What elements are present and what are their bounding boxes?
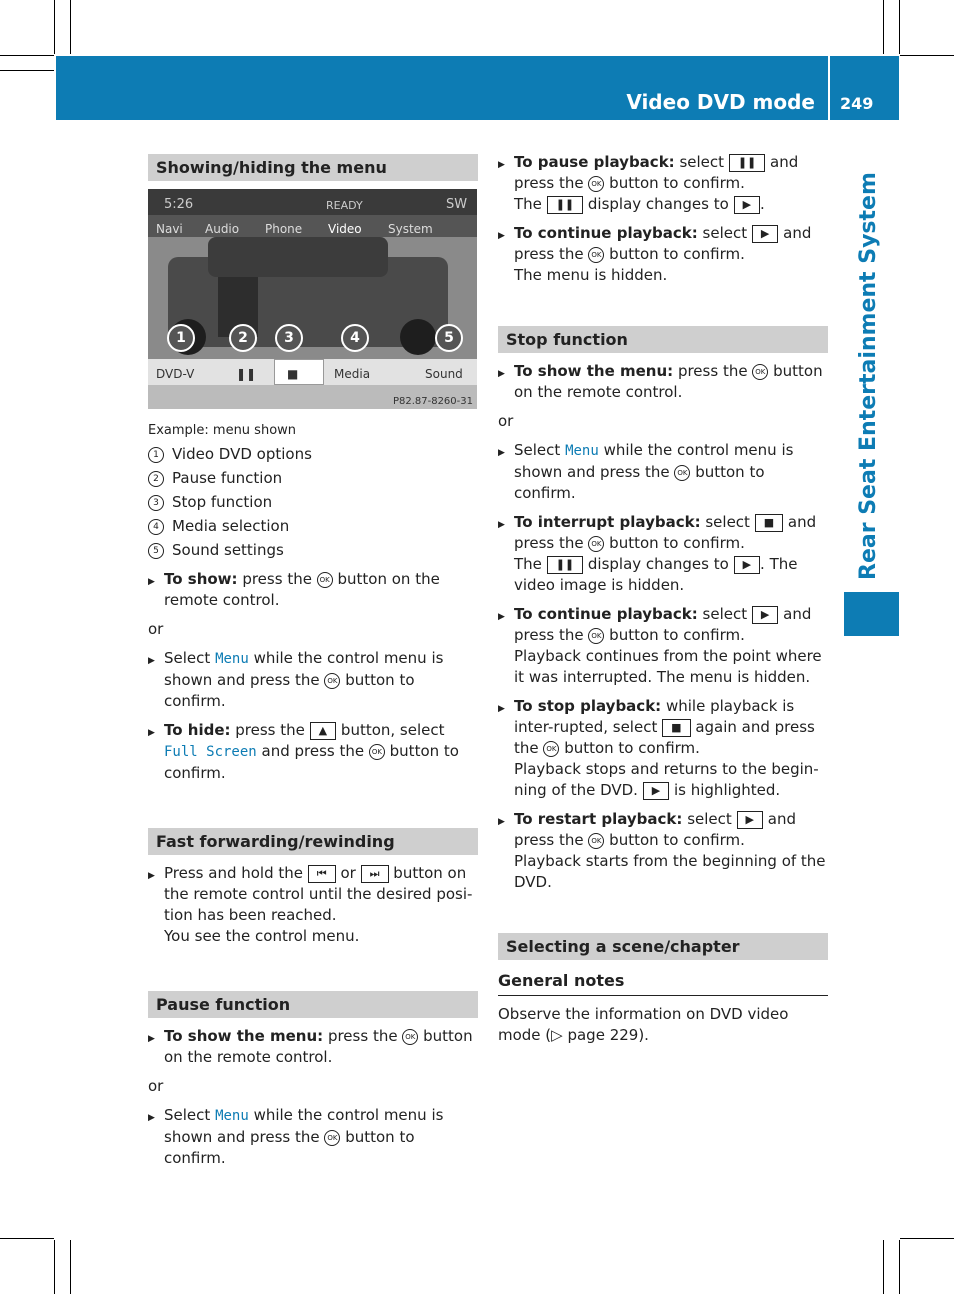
crop-mark bbox=[70, 0, 71, 54]
crop-mark bbox=[883, 0, 884, 54]
image-ref: P82.87-8260-31 bbox=[392, 396, 473, 407]
ok-button-icon: OK bbox=[674, 465, 690, 481]
or-text: or bbox=[148, 620, 164, 638]
pause-icon: ❚❚ bbox=[236, 367, 257, 381]
or-text: or bbox=[148, 1077, 164, 1095]
crop-mark bbox=[900, 1238, 954, 1239]
screen-sound: Sound bbox=[425, 367, 463, 381]
ok-button-icon: OK bbox=[369, 744, 385, 760]
instruction-text: display changes to bbox=[587, 195, 729, 213]
instruction-text: and press the bbox=[514, 513, 817, 552]
section-header-stop: Stop function bbox=[498, 326, 828, 353]
instruction-text: press the bbox=[677, 362, 748, 380]
pause-icon: ❚❚ bbox=[547, 196, 583, 214]
play-icon: ▶ bbox=[752, 606, 778, 624]
chapter-tab bbox=[844, 592, 899, 636]
instruction-text: The bbox=[514, 555, 542, 573]
instruction-text: button, select bbox=[340, 721, 445, 739]
instruction-text: and press the bbox=[514, 224, 812, 263]
instruction-text: button to confirm. bbox=[609, 626, 745, 644]
crop-mark bbox=[899, 1240, 900, 1294]
screen-tab: Navi bbox=[156, 222, 183, 236]
instruction-text: Playback stops and returns to the begin-ning of the DVD. bbox=[514, 760, 819, 799]
section-header-ff: Fast forwarding/rewinding bbox=[148, 828, 478, 855]
screen-sw: SW bbox=[446, 197, 468, 212]
crop-mark bbox=[900, 55, 954, 56]
list-item bbox=[148, 468, 478, 489]
subheading-general-notes: General notes bbox=[498, 970, 828, 996]
page-header bbox=[56, 56, 899, 120]
instruction-select-menu bbox=[498, 440, 828, 504]
legend-number: 5 bbox=[148, 543, 164, 559]
screen-status: READY bbox=[326, 199, 363, 212]
callout-3: 3 bbox=[275, 324, 303, 352]
instruction-text: again and press the bbox=[514, 718, 815, 757]
legend-number: 3 bbox=[148, 495, 164, 511]
callout-5: 5 bbox=[435, 324, 463, 352]
crop-mark bbox=[899, 0, 900, 54]
instruction-continue bbox=[498, 604, 828, 688]
instruction-result: The menu is hidden. bbox=[514, 266, 668, 284]
list-item bbox=[148, 492, 478, 513]
ok-button-icon: OK bbox=[588, 176, 604, 192]
instruction-select-menu bbox=[148, 648, 478, 712]
section-header-scene: Selecting a scene/chapter bbox=[498, 933, 828, 960]
instruction-result: You see the control menu. bbox=[164, 927, 360, 945]
page-number: 249 bbox=[840, 94, 874, 113]
instruction-show-menu bbox=[148, 1026, 478, 1068]
stop-icon: ■ bbox=[287, 367, 299, 381]
screen-dvdv: DVD-V bbox=[156, 367, 195, 381]
instruction-label: To hide: bbox=[164, 721, 231, 739]
instruction-text: and press the bbox=[261, 742, 365, 760]
instruction-label: To show: bbox=[164, 570, 238, 588]
play-icon: ▶ bbox=[643, 782, 669, 800]
instruction-text: while the control menu is shown and press the bbox=[164, 649, 444, 689]
instruction-text: select bbox=[687, 810, 732, 828]
instruction-text: The bbox=[514, 195, 542, 213]
screen-media: Media bbox=[334, 367, 371, 381]
callout-4: 4 bbox=[341, 324, 369, 352]
legend-number: 4 bbox=[148, 519, 164, 535]
instruction-text: and press the bbox=[514, 153, 799, 192]
instruction-text: or bbox=[340, 864, 356, 882]
screen-status-bar bbox=[148, 189, 477, 215]
stop-icon: ■ bbox=[662, 719, 690, 737]
instruction-label: To interrupt playback: bbox=[514, 513, 701, 531]
right-column bbox=[498, 148, 828, 1046]
instruction-text: Select bbox=[514, 441, 561, 459]
legend-text: Stop function bbox=[172, 493, 273, 511]
instruction-text: is highlighted. bbox=[673, 781, 781, 799]
instruction-text: and press the bbox=[514, 810, 797, 849]
instruction-text: button to confirm. bbox=[609, 534, 745, 552]
instruction-label: To show the menu: bbox=[164, 1027, 324, 1045]
instruction-result bbox=[514, 759, 828, 801]
section-title: Video DVD mode bbox=[626, 90, 815, 114]
pause-icon: ❚❚ bbox=[729, 154, 765, 172]
instruction-interrupt bbox=[498, 512, 828, 596]
menu-keyword: Menu bbox=[215, 1108, 249, 1124]
screen-tab: System bbox=[388, 222, 433, 236]
instruction-text: while the control menu is shown and press the bbox=[164, 1106, 444, 1146]
menu-screenshot bbox=[148, 189, 477, 409]
instruction-stop bbox=[498, 696, 828, 801]
instruction-text: select bbox=[702, 605, 748, 623]
instruction-text: button to confirm. bbox=[164, 1128, 415, 1167]
instruction-result: Playback starts from the beginning of the DVD. bbox=[514, 852, 826, 891]
legend-text: Pause function bbox=[172, 469, 283, 487]
legend-text: Sound settings bbox=[172, 541, 284, 559]
screenshot-caption: Example: menu shown bbox=[148, 423, 297, 438]
ok-button-icon: OK bbox=[588, 833, 604, 849]
car-image bbox=[148, 237, 477, 359]
instruction-restart bbox=[498, 809, 828, 893]
instruction-label: To continue playback: bbox=[514, 605, 698, 623]
instruction-label: To continue playback: bbox=[514, 224, 698, 242]
legend-list bbox=[148, 444, 478, 561]
instruction-text: button on the remote control. bbox=[514, 362, 823, 401]
screen-tab: Audio bbox=[205, 222, 240, 236]
play-icon: ▶ bbox=[752, 225, 778, 243]
instruction-text: press the bbox=[235, 721, 305, 739]
instruction-label: To stop playback: bbox=[514, 697, 662, 715]
instruction-text: button to confirm. bbox=[164, 671, 415, 710]
instruction-text: while playback is inter-rupted, select bbox=[514, 697, 795, 736]
instruction-text: while the control menu is shown and press the bbox=[514, 441, 794, 481]
instruction-text: select bbox=[705, 513, 750, 531]
ok-button-icon: OK bbox=[588, 536, 604, 552]
instruction-text: button to confirm. bbox=[164, 742, 459, 782]
legend-number: 1 bbox=[148, 447, 164, 463]
instruction-text: . The video image is hidden. bbox=[514, 555, 798, 594]
header-divider bbox=[828, 56, 830, 120]
instruction-label: To show the menu: bbox=[514, 362, 674, 380]
left-column bbox=[148, 154, 478, 1169]
crop-mark bbox=[883, 1240, 884, 1294]
instruction-text: press the bbox=[327, 1027, 398, 1045]
up-arrow-icon: ▲ bbox=[310, 722, 336, 740]
stop-icon: ■ bbox=[755, 514, 783, 532]
screen-footer bbox=[148, 385, 477, 409]
ok-button-icon: OK bbox=[588, 247, 604, 263]
list-item bbox=[148, 444, 478, 465]
instruction-result: Playback continues from the point where it was interrupted. The menu is hidden. bbox=[514, 647, 822, 686]
screen-menu-bar bbox=[148, 215, 477, 237]
list-item bbox=[148, 540, 478, 561]
instruction-ff bbox=[148, 863, 478, 947]
callout-2: 2 bbox=[229, 324, 257, 352]
menu-keyword: Menu bbox=[565, 443, 599, 459]
chapter-title: Rear Seat Entertainment System bbox=[856, 172, 881, 580]
legend-text: Video DVD options bbox=[172, 445, 312, 463]
screen-time: 5:26 bbox=[164, 197, 194, 212]
section-header-showing: Showing/hiding the menu bbox=[148, 154, 478, 181]
instruction-result: The ❚❚ display changes to ▶ . bbox=[514, 195, 765, 213]
instruction-result bbox=[514, 554, 828, 596]
instruction-label: To restart playback: bbox=[514, 810, 683, 828]
instruction-text: select bbox=[679, 153, 725, 171]
ok-button-icon: OK bbox=[317, 572, 333, 588]
instruction-text: select bbox=[702, 224, 748, 242]
prev-track-icon: ⏮ bbox=[308, 865, 336, 883]
instruction-pause bbox=[498, 152, 828, 215]
crop-mark bbox=[0, 55, 54, 56]
menu-keyword: Menu bbox=[215, 651, 249, 667]
ok-button-icon: OK bbox=[588, 628, 604, 644]
instruction-label: To pause playback: bbox=[514, 153, 675, 171]
section-header-pause: Pause function bbox=[148, 991, 478, 1018]
ok-button-icon: OK bbox=[402, 1029, 418, 1045]
instruction-text: button on the remote control. bbox=[164, 1027, 473, 1066]
ok-button-icon: OK bbox=[543, 741, 559, 757]
instruction-text: press the bbox=[242, 570, 312, 588]
instruction-text: Select bbox=[164, 1106, 211, 1124]
instruction-text: button to confirm. bbox=[514, 463, 765, 502]
instruction-hide bbox=[148, 720, 478, 784]
instruction-show-menu bbox=[498, 361, 828, 403]
instruction-text: button to confirm. bbox=[609, 174, 745, 192]
instruction-text: button to confirm. bbox=[564, 739, 700, 757]
callout-1: 1 bbox=[167, 324, 195, 352]
crop-mark bbox=[54, 0, 55, 54]
full-screen-keyword: Full Screen bbox=[164, 744, 257, 760]
next-track-icon: ⏭ bbox=[361, 865, 389, 883]
ok-button-icon: OK bbox=[752, 364, 768, 380]
instruction-text: and press the bbox=[514, 605, 812, 644]
play-icon: ▶ bbox=[737, 811, 763, 829]
instruction-text: button on the remote control. bbox=[164, 570, 440, 609]
pause-icon: ❚❚ bbox=[547, 556, 583, 574]
play-icon: ▶ bbox=[734, 196, 760, 214]
instruction-text: button on the remote control until the desired posi-tion has been reached. bbox=[164, 864, 473, 924]
instruction-text: Select bbox=[164, 649, 211, 667]
legend-number: 2 bbox=[148, 471, 164, 487]
instruction-text: display changes to bbox=[587, 555, 729, 573]
instruction-text: Press and hold the bbox=[164, 864, 303, 882]
instruction-continue bbox=[498, 223, 828, 286]
crop-mark bbox=[0, 1238, 54, 1239]
or-text: or bbox=[498, 412, 514, 430]
instruction-select-menu bbox=[148, 1105, 478, 1169]
ok-button-icon: OK bbox=[324, 673, 340, 689]
instruction-text: button to confirm. bbox=[609, 245, 745, 263]
ok-button-icon: OK bbox=[324, 1130, 340, 1146]
stop-selected bbox=[274, 359, 324, 385]
legend-text: Media selection bbox=[172, 517, 290, 535]
general-notes-text: Observe the information on DVD video mode (▷ page 229). bbox=[498, 1005, 789, 1044]
list-item bbox=[148, 516, 478, 537]
screen-bottom-bar bbox=[148, 359, 477, 385]
screen-tab: Phone bbox=[265, 222, 303, 236]
crop-mark bbox=[70, 1240, 71, 1294]
crop-mark bbox=[54, 1240, 55, 1294]
instruction-text: button to confirm. bbox=[609, 831, 745, 849]
play-icon: ▶ bbox=[734, 556, 760, 574]
instruction-show bbox=[148, 569, 478, 611]
crop-mark bbox=[0, 70, 54, 71]
screen-tab-active: Video bbox=[328, 222, 362, 236]
